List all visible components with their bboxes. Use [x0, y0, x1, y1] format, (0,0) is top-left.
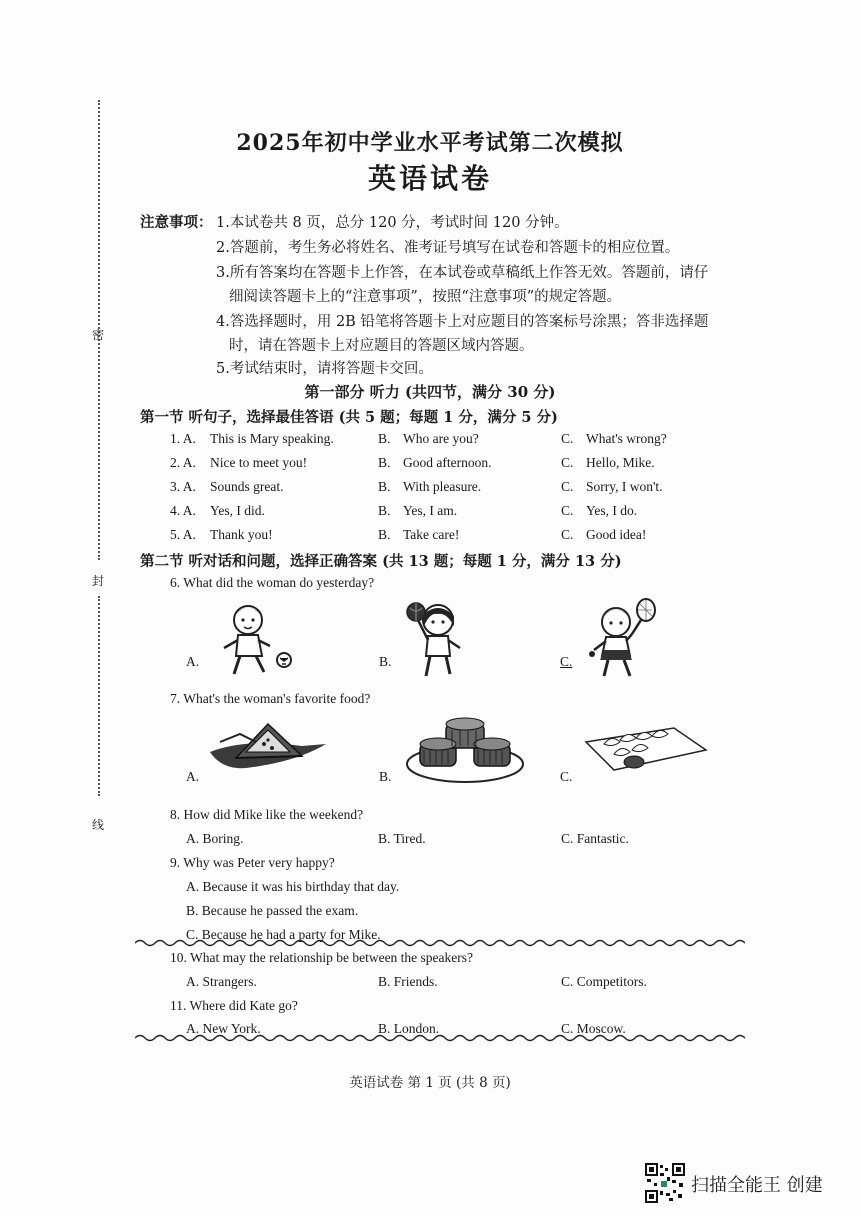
q8-text: 8. How did Mike like the weekend? [170, 807, 364, 822]
q5-option-a: Thank you! [210, 527, 273, 542]
q1-option-a: This is Mary speaking. [210, 431, 334, 446]
binding-line-lower [98, 596, 100, 796]
q4-option-c-label: C. [561, 503, 574, 518]
q3-option-c: Sorry, I won't. [586, 479, 663, 494]
q3-option-b: With pleasure. [403, 479, 482, 494]
page-footer: 英语试卷 第 1 页 (共 8 页) [349, 1075, 511, 1091]
q6-text: 6. What did the woman do yesterday? [170, 575, 375, 590]
note-item-1: 1.本试卷共 8 页，总分 120 分，考试时间 120 分钟。 [216, 215, 569, 231]
binding-mark-2: 封 [92, 574, 105, 588]
q4-option-a: Yes, I did. [210, 503, 265, 518]
q10-text: 10. What may the relationship be between the speakers? [170, 950, 474, 965]
exam-subtitle: 英语试卷 [367, 162, 492, 195]
q9-option-a: A. Because it was his birthday that day. [186, 879, 400, 894]
q6-picture-a-football-girl [210, 598, 302, 680]
part1-heading: 第一部分 听力 (共四节，满分 30 分) [304, 383, 556, 401]
q6-option-a-label: A. [186, 654, 200, 669]
q4-number: 4. A. [170, 503, 196, 518]
note-item-3-line1: 3.所有答案均在答题卡上作答，在本试卷或草稿纸上作答无效。答题前，请仔 [216, 265, 709, 281]
q10-option-b: B. Friends. [378, 974, 438, 989]
q1-option-c: What's wrong? [586, 431, 667, 446]
q3-option-b-label: B. [378, 479, 391, 494]
q6-picture-c-tennis-girl [584, 596, 664, 682]
q9-option-b: B. Because he passed the exam. [186, 903, 359, 918]
section2-heading: 第二节 听对话和问题，选择正确答案 (共 13 题；每题 1 分，满分 13 分) [140, 553, 622, 570]
q8-option-a: A. Boring. [186, 831, 244, 846]
q11-option-a: A. New York. [186, 1021, 261, 1036]
q7-picture-b-mooncakes [404, 710, 526, 786]
q10-option-c: C. Competitors. [561, 974, 647, 989]
binding-mark-1: 密 [92, 328, 105, 342]
q5-option-b: Take care! [403, 527, 460, 542]
q2-option-c-label: C. [561, 455, 574, 470]
q5-option-c-label: C. [561, 527, 574, 542]
notes-label: 注意事项： [140, 214, 213, 231]
note-item-2: 2.答题前，考生务必将姓名、准考证号填写在试卷和答题卡的相应位置。 [216, 240, 680, 256]
q3-option-c-label: C. [561, 479, 574, 494]
wavy-divider-upper [135, 938, 745, 948]
q1-option-c-label: C. [561, 431, 574, 446]
note-item-4-line2: 时，请在答题卡上对应题目的答题区域内答题。 [229, 338, 534, 354]
q7-text: 7. What's the woman's favorite food? [170, 691, 371, 706]
q9-option-c: C. Because he had a party for Mike. [186, 927, 381, 942]
q3-number: 3. A. [170, 479, 196, 494]
note-item-4-line1: 4.答选择题时，用 2B 铅笔将答题卡上对应题目的答案标号涂黑；答非选择题 [216, 314, 709, 330]
q8-option-c: C. Fantastic. [561, 831, 629, 846]
note-item-3-line2: 细阅读答题卡上的“注意事项”，按照“注意事项”的规定答题。 [229, 289, 622, 305]
q11-option-c: C. Moscow. [561, 1021, 626, 1036]
q6-option-b-label: B. [379, 654, 392, 669]
q7-option-c-label: C. [560, 769, 573, 784]
q6-option-c-label: C. [560, 654, 573, 669]
q11-text: 11. Where did Kate go? [170, 998, 298, 1013]
q7-option-b-label: B. [379, 769, 392, 784]
q1-option-b-label: B. [378, 431, 391, 446]
q5-option-b-label: B. [378, 527, 391, 542]
q7-picture-c-dumplings [584, 720, 708, 782]
q4-option-c: Yes, I do. [586, 503, 638, 518]
scanner-watermark: 扫描全能王 创建 [691, 1175, 823, 1196]
q1-option-b: Who are you? [403, 431, 479, 446]
q6-picture-b-basketball-girl [402, 596, 472, 682]
q2-option-b: Good afternoon. [403, 455, 492, 470]
q11-option-b: B. London. [378, 1021, 440, 1036]
q2-option-c: Hello, Mike. [586, 455, 655, 470]
binding-mark-3: 线 [92, 818, 105, 832]
qr-code-icon [645, 1163, 685, 1203]
q2-number: 2. A. [170, 455, 196, 470]
q9-text: 9. Why was Peter very happy? [170, 855, 335, 870]
q3-option-a: Sounds great. [210, 479, 284, 494]
q7-option-a-label: A. [186, 769, 200, 784]
q10-option-a: A. Strangers. [186, 974, 257, 989]
q8-option-b: B. Tired. [378, 831, 426, 846]
wavy-divider-lower [135, 1033, 745, 1043]
note-item-5: 5.考试结束时，请将答题卡交回。 [216, 361, 433, 377]
q2-option-b-label: B. [378, 455, 391, 470]
exam-title: 2025年初中学业水平考试第二次模拟 [236, 130, 624, 156]
q7-picture-a-zongzi [206, 712, 330, 782]
q5-option-c: Good idea! [586, 527, 647, 542]
q2-option-a: Nice to meet you! [210, 455, 308, 470]
section1-heading: 第一节 听句子，选择最佳答语 (共 5 题；每题 1 分，满分 5 分) [140, 409, 558, 426]
q4-option-b: Yes, I am. [403, 503, 458, 518]
q5-number: 5. A. [170, 527, 196, 542]
q1-number: 1. A. [170, 431, 196, 446]
q4-option-b-label: B. [378, 503, 391, 518]
